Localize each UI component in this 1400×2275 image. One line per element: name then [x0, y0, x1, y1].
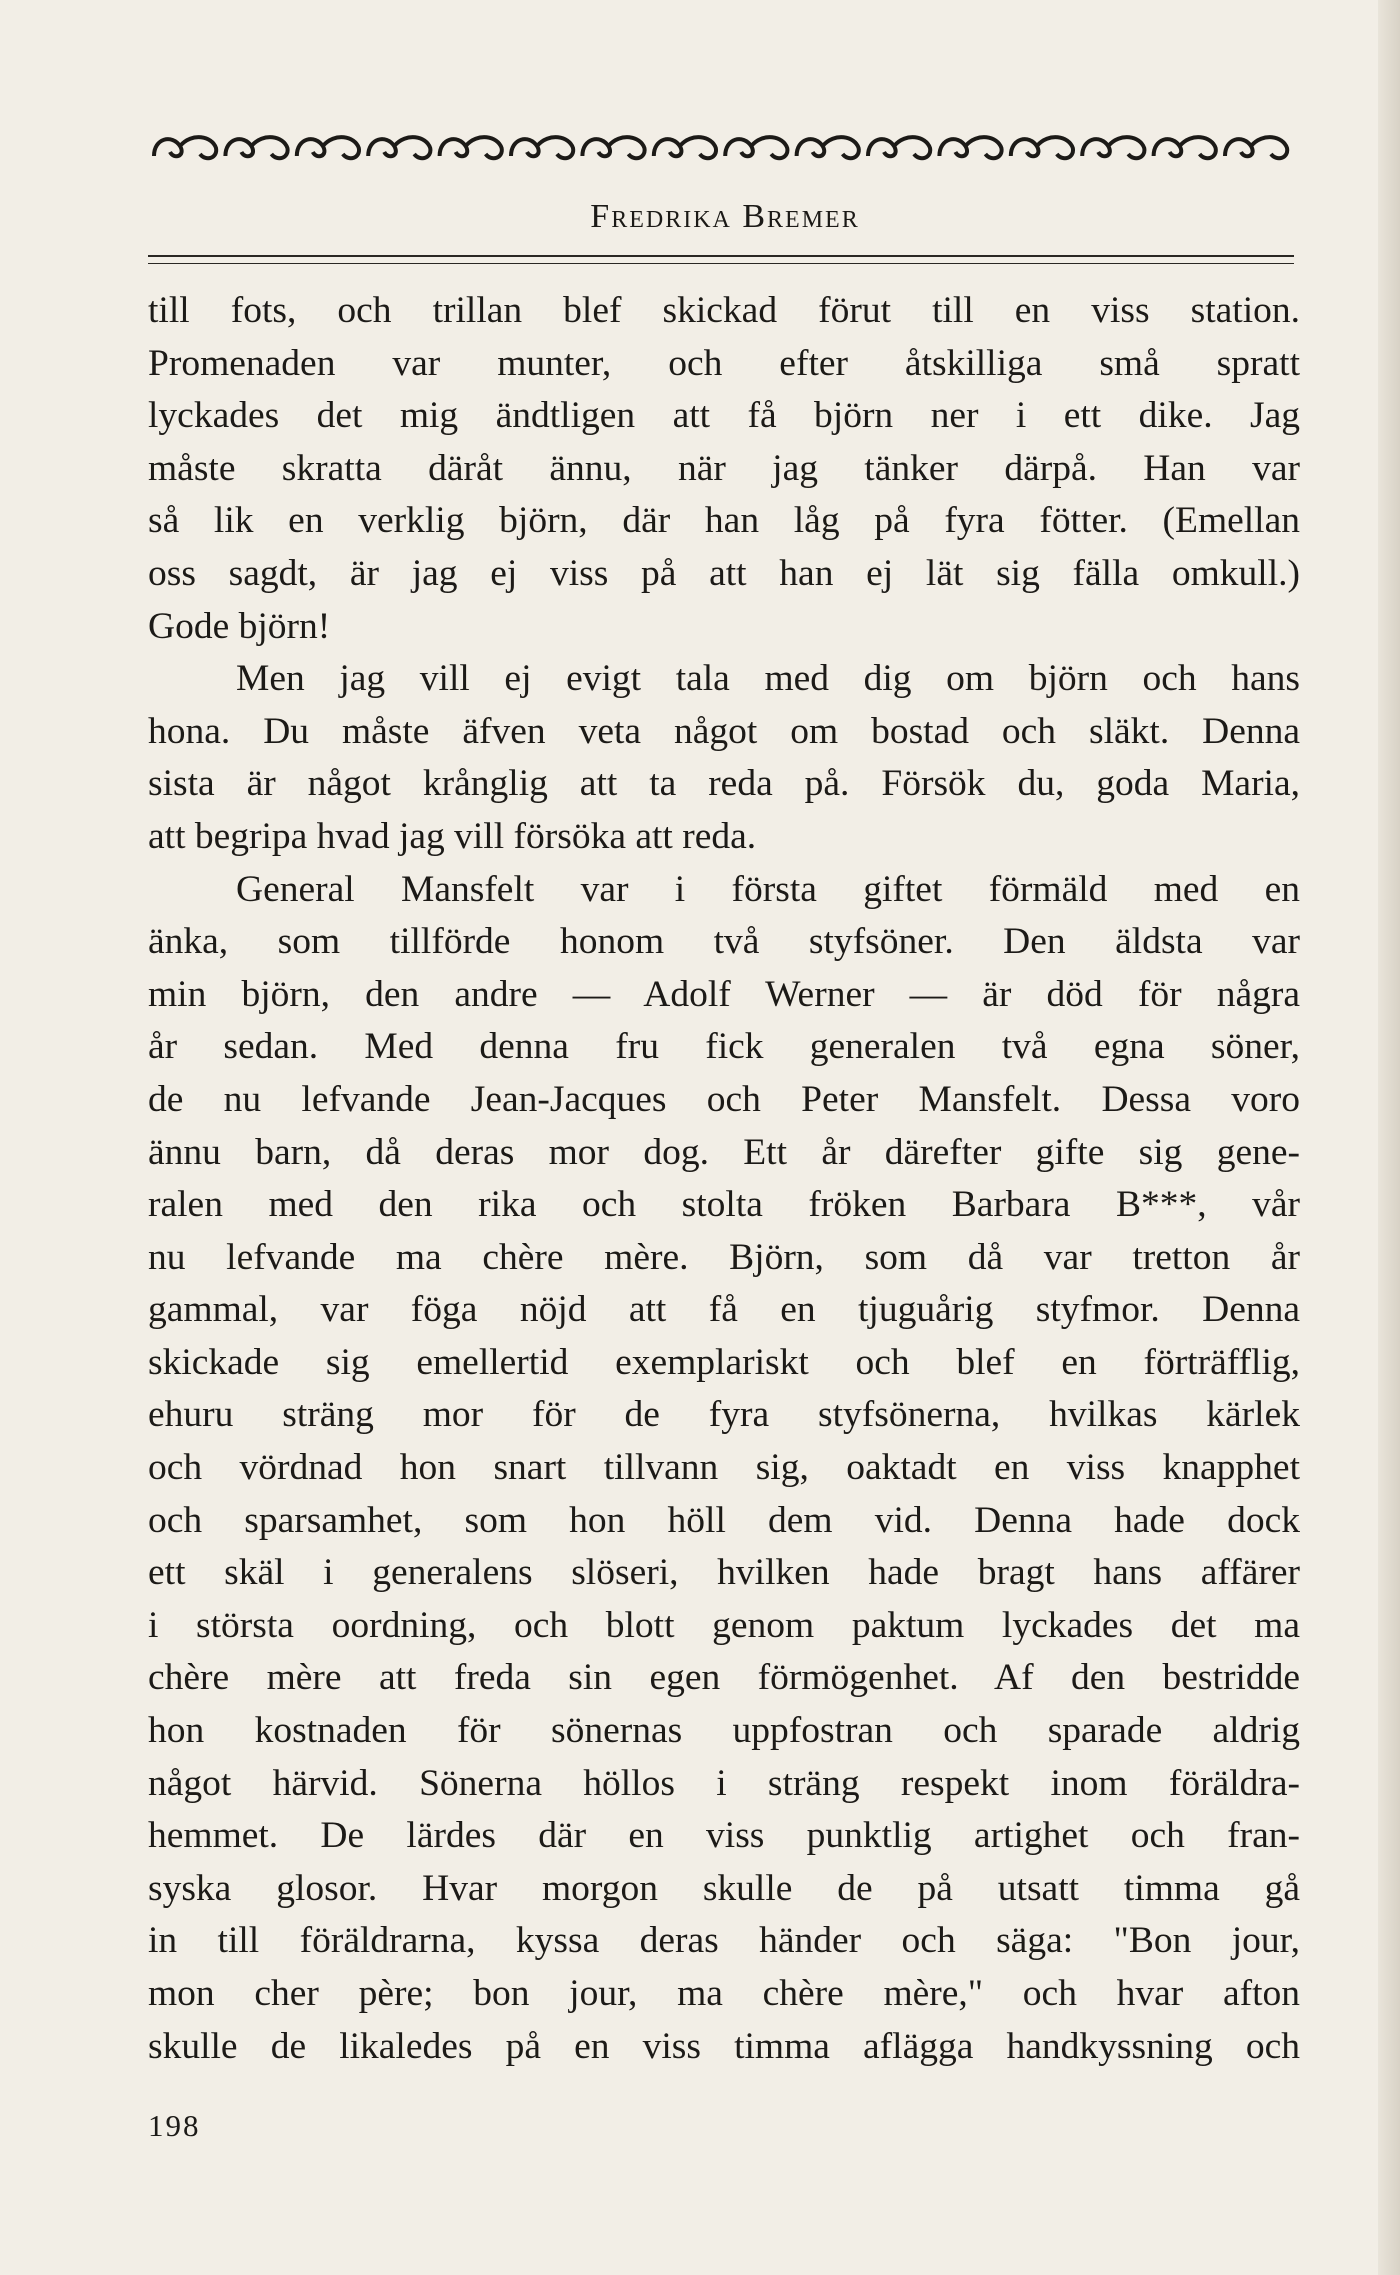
text-line: skickade sig emellertid exemplariskt och blef en förträfflig,	[148, 1341, 1300, 1383]
text-line: ralen med den rika och stolta fröken Barbara B***, vår	[148, 1184, 1300, 1226]
text-line: min björn, den andre — Adolf Werner — är död för några	[148, 973, 1300, 1015]
text-line: år sedan. Med denna fru fick generalen två egna söner,	[148, 1026, 1300, 1068]
ornament-motif	[440, 137, 502, 158]
ornament-motif	[1225, 137, 1287, 158]
text-line: oss sagdt, är jag ej viss på att han ej lät sig fälla omkull.)	[148, 552, 1300, 594]
text-line: chère mère att freda sin egen förmögenhet. Af den bestridde	[148, 1657, 1300, 1699]
ornament-motif	[725, 137, 787, 158]
running-head: Fredrika Bremer	[590, 198, 860, 235]
text-line: att begripa hvad jag vill försöka att reda.	[148, 815, 757, 857]
text-line: nu lefvande ma chère mère. Björn, som då var tretton år	[148, 1236, 1300, 1278]
ornament-motif	[1011, 137, 1073, 158]
text-line: ett skäl i generalens slöseri, hvilken hade bragt hans affärer	[148, 1552, 1300, 1594]
ornament-motif	[511, 137, 573, 158]
text-line: i största oordning, och blott genom paktum lyckades det ma	[148, 1604, 1300, 1646]
text-line: så lik en verklig björn, där han låg på fyra fötter. (Emellan	[148, 500, 1300, 542]
page-edge	[1378, 0, 1400, 2275]
page-number: 198	[148, 2108, 201, 2143]
text-line: måste skratta däråt ännu, när jag tänker därpå. Han var	[148, 447, 1300, 489]
text-line: gammal, var föga nöjd att få en tjuguårig styfmor. Denna	[148, 1289, 1300, 1331]
text-line: de nu lefvande Jean-Jacques och Peter Mansfelt. Dessa voro	[148, 1078, 1300, 1120]
text-line: Gode björn!	[148, 605, 331, 647]
text-line: och sparsamhet, som hon höll dem vid. Denna hade dock	[148, 1499, 1300, 1541]
text-line: hemmet. De lärdes där en viss punktlig artighet och fran-	[148, 1815, 1300, 1857]
text-line: Promenaden var munter, och efter åtskilliga små spratt	[148, 342, 1300, 384]
ornament-motif	[582, 137, 644, 158]
header-rule	[148, 255, 1294, 257]
text-line: och vördnad hon snart tillvann sig, oaktadt en viss knapphet	[148, 1447, 1300, 1489]
text-line: syska glosor. Hvar morgon skulle de på utsatt timma gå	[148, 1867, 1300, 1909]
ornament-motif	[868, 137, 930, 158]
body-text	[148, 285, 1300, 2073]
ornament-motif	[297, 137, 359, 158]
text-line: sista är något krånglig att ta reda på. Försök du, goda Maria,	[148, 763, 1300, 805]
ornament-motif	[1154, 137, 1216, 158]
ornament-band	[150, 128, 1292, 168]
ornament-motif	[1082, 137, 1144, 158]
text-line: skulle de likaledes på en viss timma aflägga handkyssning och	[148, 2025, 1300, 2067]
ornament-motif	[939, 137, 1001, 158]
text-line: mon cher père; bon jour, ma chère mère," och hvar afton	[148, 1973, 1300, 2014]
text-line: Men jag vill ej evigt tala med dig om björn och hans	[236, 658, 1300, 700]
ornament-motif	[368, 137, 430, 158]
text-line: hon kostnaden för sönernas uppfostran och sparade aldrig	[148, 1710, 1300, 1752]
text-line: in till föräldrarna, kyssa deras händer och säga: "Bon jour,	[148, 1920, 1300, 1962]
text-line: något härvid. Sönerna höllos i sträng respekt inom föräldra-	[148, 1762, 1300, 1804]
text-line: General Mansfelt var i första giftet förmäld med en	[236, 868, 1300, 910]
text-line: lyckades det mig ändtligen att få björn ner i ett dike. Jag	[148, 395, 1300, 437]
text-line: änka, som tillförde honom två styfsöner. Den äldsta var	[148, 921, 1300, 963]
header-rule-thin	[148, 263, 1294, 264]
ornament-motif	[225, 137, 287, 158]
text-line: hona. Du måste äfven veta något om bostad och släkt. Denna	[148, 710, 1300, 752]
text-line: ehuru sträng mor för de fyra styfsönerna, hvilkas kärlek	[148, 1394, 1300, 1436]
text-line: ännu barn, då deras mor dog. Ett år därefter gifte sig gene-	[148, 1131, 1300, 1173]
ornament-motif	[154, 137, 216, 158]
ornament-motif	[654, 137, 716, 158]
text-line: till fots, och trillan blef skickad förut till en viss station.	[148, 290, 1300, 331]
ornament-motif	[797, 137, 859, 158]
